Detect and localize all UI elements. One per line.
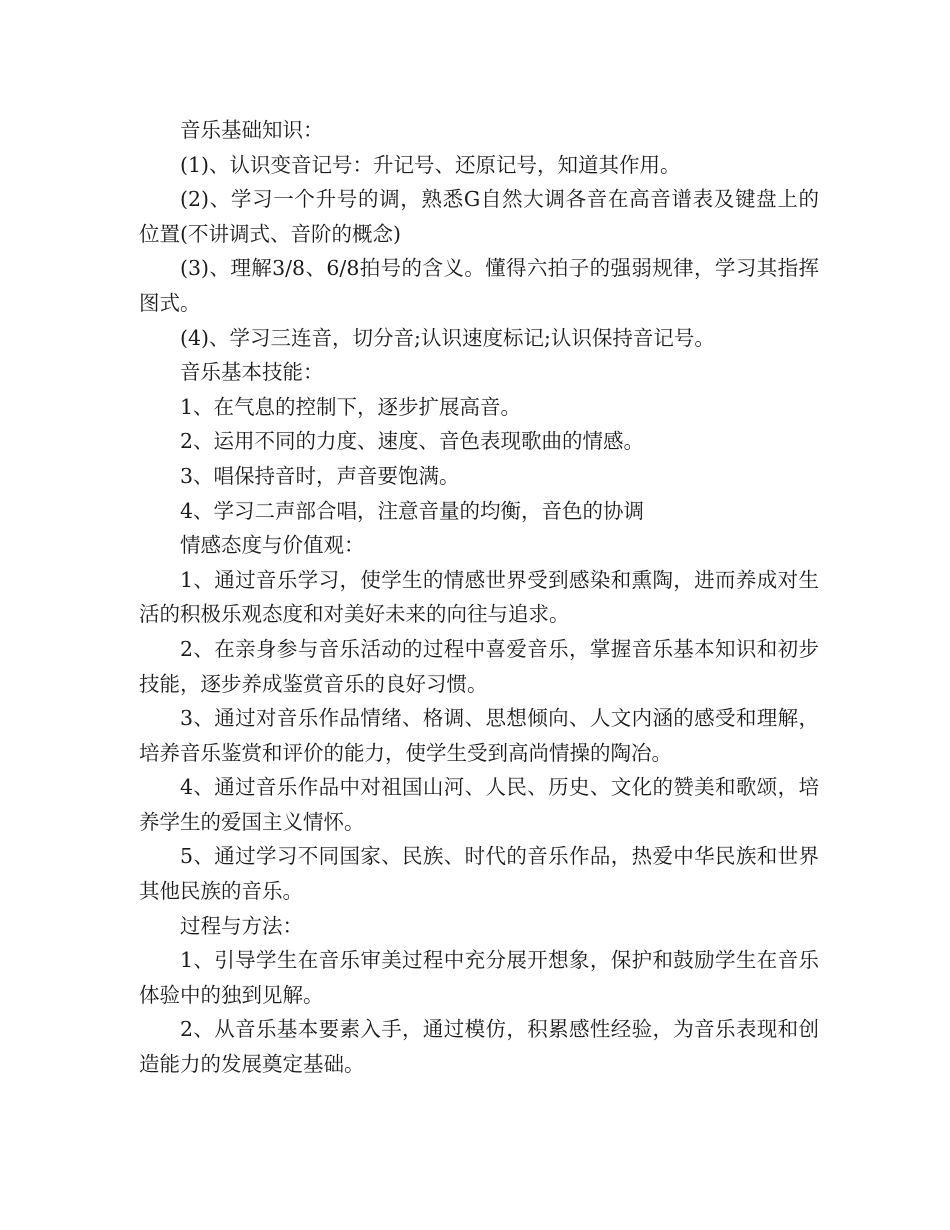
document-body <box>139 113 819 1082</box>
paragraph: (1)、认识变音记号：升记号、还原记号，知道其作用。 <box>180 152 681 177</box>
paragraph: 4、学习二声部合唱，注意音量的均衡，音色的协调 <box>180 498 645 523</box>
section-heading-process-methods: 过程与方法： <box>180 913 303 938</box>
paragraph: 2、从音乐基本要素入手，通过模仿，积累感性经验，为音乐表现和创造能力的发展奠定基础。 <box>139 1017 819 1077</box>
section-heading-music-skills: 音乐基本技能： <box>180 360 324 385</box>
section-heading-attitudes-values: 情感态度与价值观： <box>180 533 365 558</box>
paragraph: 1、通过音乐学习，使学生的情感世界受到感染和熏陶，进而养成对生活的积极乐观态度和对美好未来的向往与追求。 <box>139 567 819 627</box>
paragraph: (3)、理解3/8、6/8拍号的含义。懂得六拍子的强弱规律，学习其指挥图式。 <box>139 256 819 315</box>
paragraph: 2、运用不同的力度、速度、音色表现歌曲的情感。 <box>180 429 645 454</box>
paragraph: 3、唱保持音时，声音要饱满。 <box>180 463 460 488</box>
paragraph: 1、在气息的控制下，逐步扩展高音。 <box>180 394 522 419</box>
paragraph: 3、通过对音乐作品情绪、格调、思想倾向、人文内涵的感受和理解，培养音乐鉴赏和评价的能力，使学生受到高尚情操的陶冶。 <box>139 706 819 765</box>
paragraph: (4)、学习三连音，切分音;认识速度标记;认识保持音记号。 <box>180 325 715 350</box>
section-heading-music-basics: 音乐基础知识： <box>180 118 324 142</box>
paragraph: 2、在亲身参与音乐活动的过程中喜爱音乐，掌握音乐基本知识和初步技能，逐步养成鉴赏音乐的良好习惯。 <box>139 636 819 696</box>
paragraph: 1、引导学生在音乐审美过程中充分展开想象，保护和鼓励学生在音乐体验中的独到见解。 <box>139 948 819 1007</box>
paragraph: 4、通过音乐作品中对祖国山河、人民、历史、文化的赞美和歌颂，培养学生的爱国主义情怀。 <box>139 775 819 834</box>
paragraph: (2)、学习一个升号的调，熟悉G自然大调各音在高音谱表及键盘上的位置(不讲调式、音阶的概念) <box>139 187 819 246</box>
paragraph: 5、通过学习不同国家、民族、时代的音乐作品，热爱中华民族和世界其他民族的音乐。 <box>139 844 819 904</box>
